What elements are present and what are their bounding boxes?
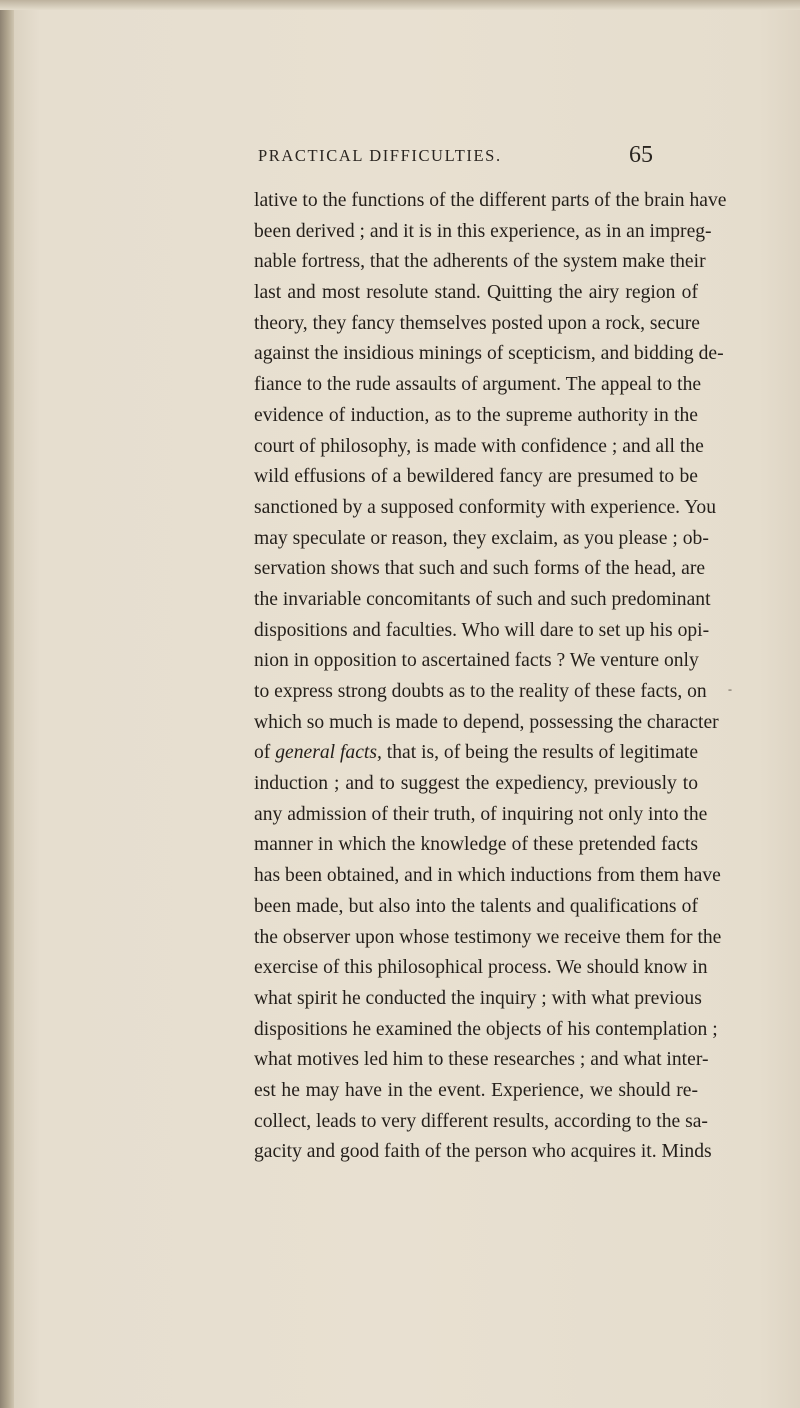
- text-line: induction ; and to suggest the expediency, previously to: [254, 773, 698, 795]
- text-line: manner in which the knowledge of these pretended facts: [254, 834, 698, 856]
- text-line: gacity and good faith of the person who acquires it. Minds: [254, 1141, 712, 1163]
- line-segment: of: [254, 742, 276, 764]
- text-line: against the insidious minings of scepticism, and bidding de-: [254, 343, 724, 365]
- text-line: lative to the functions of the different parts of the brain have: [254, 190, 727, 211]
- text-line: the invariable concomitants of such and such predominant: [254, 588, 711, 610]
- text-line: dispositions he examined the objects of his contemplation ;: [254, 1018, 718, 1040]
- text-line: court of philosophy, is made with confidence ; and all the: [254, 435, 704, 457]
- text-line: been derived ; and it is in this experience, as in an impreg-: [254, 220, 712, 242]
- text-line: last and most resolute stand. Quitting the airy region of: [254, 282, 698, 304]
- text-line: theory, they fancy themselves posted upon a rock, secure: [254, 312, 700, 334]
- text-line-with-italic: [254, 738, 698, 769]
- line-segment: that is, of being the results of legitimate: [381, 742, 699, 764]
- text-line: est he may have in the event. Experience, we should re-: [254, 1079, 698, 1101]
- italic-phrase: general facts,: [275, 742, 382, 764]
- text-line: what spirit he conducted the inquiry ; with what previous: [254, 987, 702, 1009]
- text-line: exercise of this philosophical process. We should know in: [254, 957, 708, 979]
- page-number: 65: [629, 142, 653, 168]
- text-line: dispositions and faculties. Who will dare to set up his opi-: [254, 619, 710, 641]
- text-line: nion in opposition to ascertained facts ? We venture only: [254, 650, 699, 672]
- text-line: sanctioned by a supposed conformity with experience. You: [254, 496, 716, 518]
- running-title: PRACTICAL DIFFICULTIES.: [258, 146, 502, 165]
- text-line: what motives led him to these researches ; and what inter-: [254, 1049, 709, 1071]
- text-line: has been obtained, and in which inductions from them have: [254, 865, 721, 887]
- page-header: [0, 144, 800, 174]
- text-line: any admission of their truth, of inquiring not only into the: [254, 803, 708, 825]
- text-line: collect, leads to very different results, according to the sa-: [254, 1110, 708, 1132]
- text-line: been made, but also into the talents and qualifications of: [254, 895, 698, 917]
- text-line: the observer upon whose testimony we receive them for the: [254, 926, 722, 948]
- text-line: servation shows that such and such forms of the head, are: [254, 558, 706, 580]
- text-line: may speculate or reason, they exclaim, as you please ; ob-: [254, 527, 709, 549]
- text-line: evidence of induction, as to the supreme authority in the: [254, 404, 698, 426]
- text-line: wild effusions of a bewildered fancy are presumed to be: [254, 466, 698, 488]
- page-top-edge: [0, 0, 800, 10]
- margin-mark-dash: -: [728, 682, 732, 696]
- body-text: [254, 186, 727, 1168]
- page-binding-edge: [0, 0, 14, 1408]
- text-line: to express strong doubts as to the reality of these facts, on: [254, 681, 707, 702]
- text-line: which so much is made to depend, possessing the character: [254, 711, 719, 733]
- text-line: fiance to the rude assaults of argument. The appeal to the: [254, 374, 702, 396]
- text-line: nable fortress, that the adherents of the system make their: [254, 251, 706, 273]
